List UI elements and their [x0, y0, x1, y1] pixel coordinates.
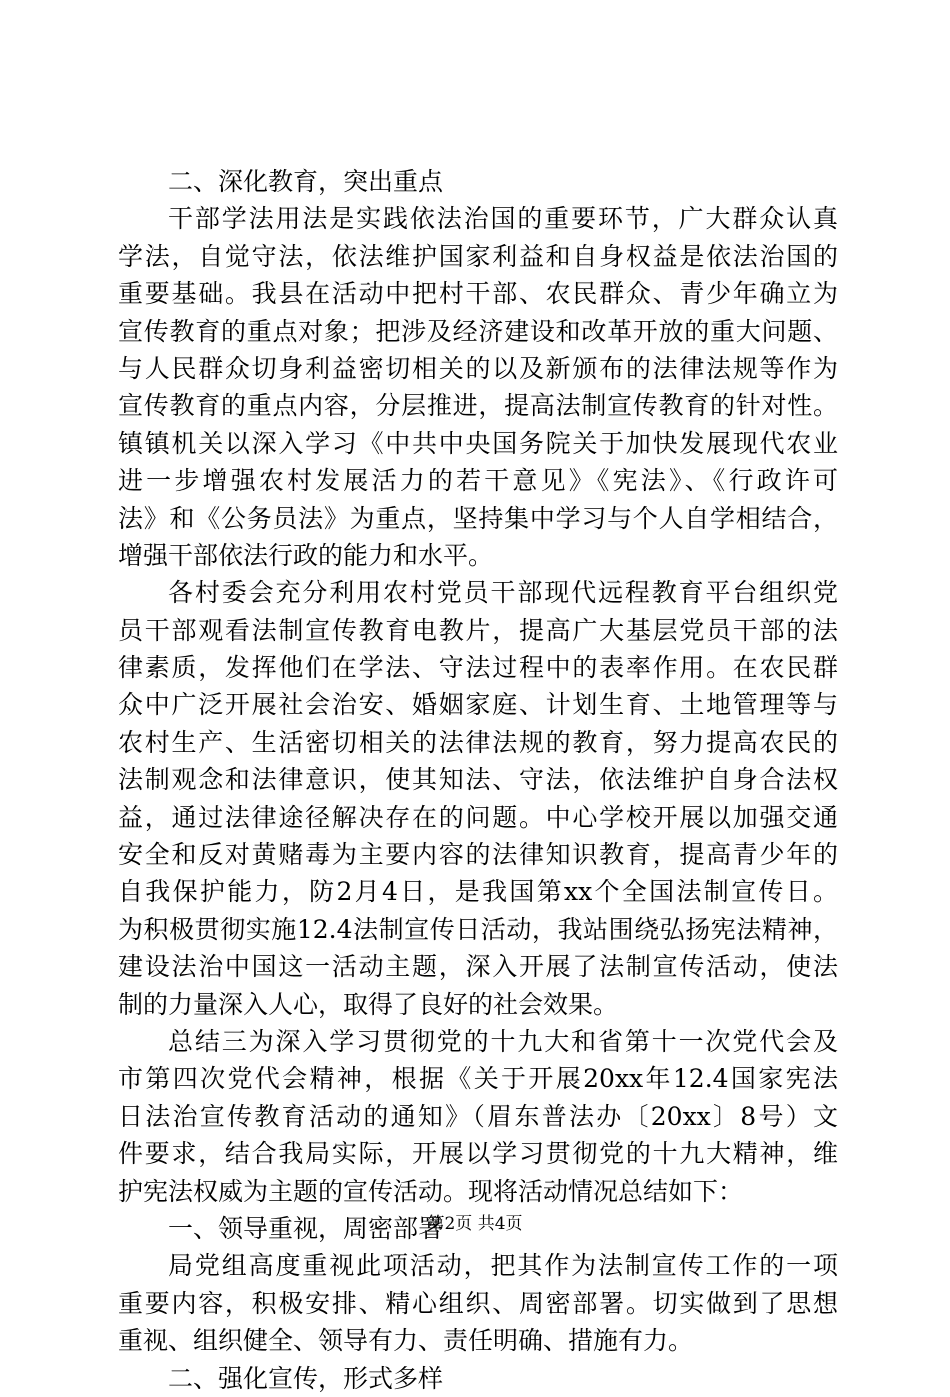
text-line: 宣传教育的重点对象；把涉及经济建设和改革开放的重大问题、 [118, 316, 838, 346]
text-line: 农村生产、生活密切相关的法律法规的教育，努力提高农民的 [118, 727, 838, 757]
text-line: 护宪法权威为主题的宣传活动。现将活动情况总结如下： [118, 1176, 744, 1206]
text-line: 重要内容，积极安排、精心组织、周密部署。切实做到了思想 [118, 1288, 838, 1318]
text-line: 件要求，结合我局实际，开展以学习贯彻党的十九大精神，维 [118, 1139, 838, 1169]
text-line: 自我保护能力，防2月4日，是我国第xx个全国法制宣传日。 [118, 877, 838, 907]
text-line: 众中广泛开展社会治安、婚姻家庭、计划生育、土地管理等与 [118, 690, 838, 720]
text-line: 日法治宣传教育活动的通知》（眉东普法办〔20xx〕8号）文 [118, 1101, 838, 1131]
text-line: 各村委会充分利用农村党员干部现代远程教育平台组织党 [168, 578, 838, 608]
text-line: 进一步增强农村发展活力的若干意见》《宪法》、《行政许可 [118, 466, 838, 496]
text-line: 与人民群众切身利益密切相关的以及新颁布的法律法规等作为 [118, 353, 838, 383]
text-line: 益，通过法律途径解决存在的问题。中心学校开展以加强交通 [118, 802, 838, 832]
text-line: 律素质，发挥他们在学法、守法过程中的表率作用。在农民群 [118, 653, 838, 683]
text-line: 建设法治中国这一活动主题，深入开展了法制宣传活动，使法 [118, 952, 838, 982]
page-footer: 第2页 共4页 [427, 1214, 523, 1234]
text-line: 员干部观看法制宣传教育电教片，提高广大基层党员干部的法 [118, 615, 838, 645]
text-line: 重视、组织健全、领导有力、责任明确、措施有力。 [118, 1326, 694, 1356]
text-line: 法制观念和法律意识，使其知法、守法，依法维护自身合法权 [118, 765, 838, 795]
text-line: 为积极贯彻实施12.4法制宣传日活动，我站围绕弘扬宪法精神， [118, 914, 838, 944]
text-line: 市第四次党代会精神，根据《关于开展20xx年12.4国家宪法 [118, 1064, 838, 1094]
text-line: 二、深化教育，突出重点 [168, 167, 444, 196]
text-line: 重要基础。我县在活动中把村干部、农民群众、青少年确立为 [118, 279, 838, 309]
text-line: 镇镇机关以深入学习《中共中央国务院关于加快发展现代农业 [118, 428, 838, 458]
text-line: 局党组高度重视此项活动，把其作为法制宣传工作的一项 [168, 1251, 838, 1281]
text-line: 学法，自觉守法，依法维护国家利益和自身权益是依法治国的 [118, 241, 838, 271]
text-line: 一、领导重视，周密部署 [168, 1213, 444, 1243]
text-line: 安全和反对黄赌毒为主要内容的法律知识教育，提高青少年的 [118, 840, 838, 870]
text-line: 二、强化宣传，形式多样 [168, 1363, 444, 1393]
text-line: 法》和《公务员法》为重点，坚持集中学习与个人自学相结合， [118, 503, 838, 533]
text-line: 干部学法用法是实践依法治国的重要环节，广大群众认真 [168, 204, 838, 234]
text-line: 增强干部依法行政的能力和水平。 [118, 540, 494, 570]
text-line: 制的力量深入人心，取得了良好的社会效果。 [118, 989, 619, 1019]
text-line: 宣传教育的重点内容，分层推进，提高法制宣传教育的针对性。 [118, 391, 838, 421]
text-line: 总结三为深入学习贯彻党的十九大和省第十一次党代会及 [168, 1026, 838, 1056]
